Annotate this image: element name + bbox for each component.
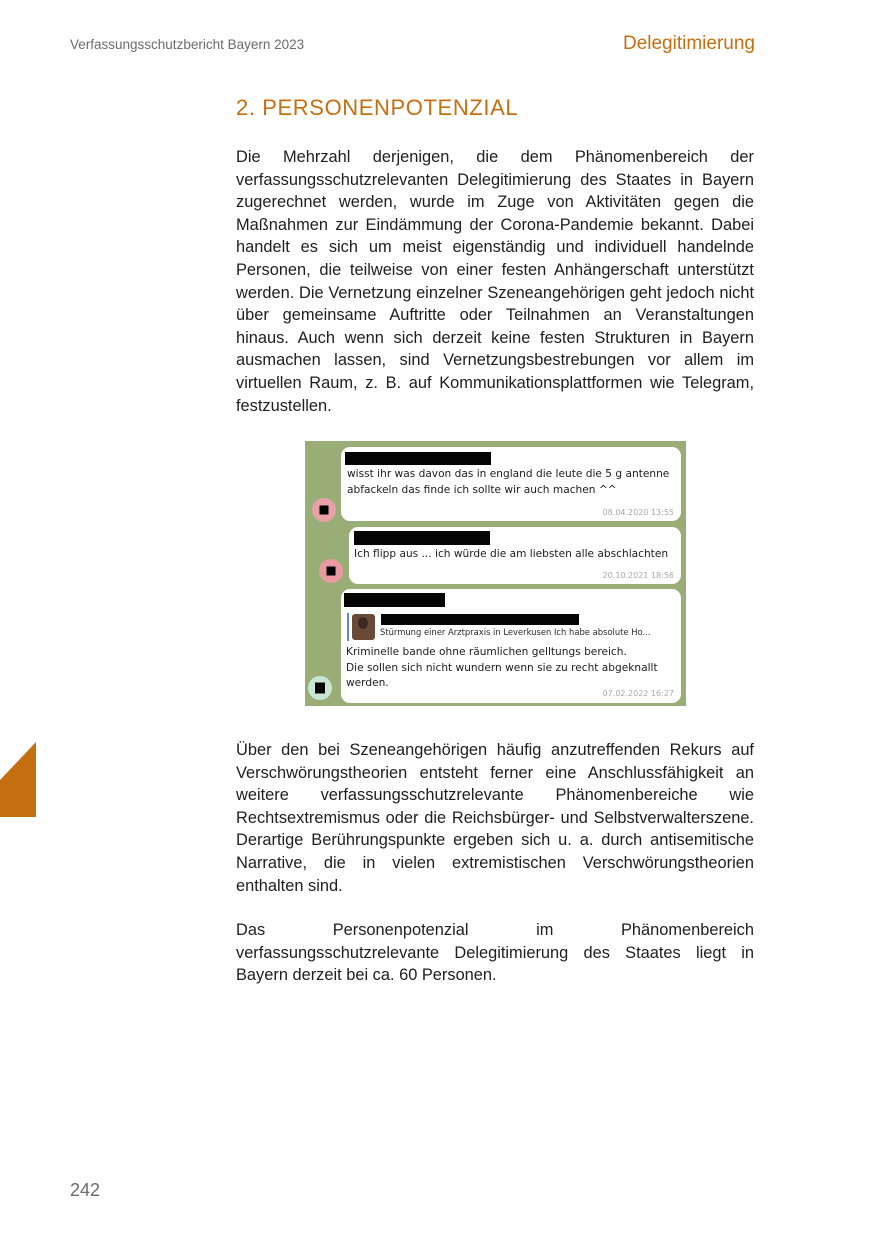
reply-quote-bar	[347, 613, 349, 641]
redacted-username	[344, 593, 445, 607]
page-number: 242	[70, 1180, 101, 1200]
chat-message	[349, 527, 681, 584]
chat-message	[341, 589, 681, 703]
redacted-quoted-author	[381, 614, 579, 625]
redacted-avatar-mark	[315, 683, 325, 694]
message-text: wisst ihr was davon das in england die leute die 5 g antenne abfackeln das finde ich sollte wir auch machen ^^	[347, 468, 670, 496]
redacted-username	[354, 531, 490, 545]
redacted-avatar-mark	[327, 567, 336, 576]
running-header-chapter: Delegitimierung	[622, 33, 755, 54]
reply-thumbnail	[352, 614, 375, 640]
paragraph-1: Die Mehrzahl derjenigen, die dem Phänomenbereich der verfassungsschutzrelevanten Delegitimierung des Staates in Bayern zugerechnet werden, wurde im Zuge von Aktivitäten gegen die Maßnahmen zur Eindämmung der Corona-Pandemie bekannt. Dabei handelt es sich um meist eigenständig und individuell handelnde Personen, die teilweise von einer festen Anhängerschaft unterstützt werden. Die Vernetzung einzelner Szeneangehörigen geht jedoch nicht über gemeinsame Auftritte oder Teilnahmen an Veranstaltungen hinaus. Auch wenn sich derzeit keine festen Strukturen in Bayern ausmachen lassen, sind Vernetzungsbestrebungen vor allem im virtuellen Raum, z. B. auf Kommunikationsplattformen wie Telegram, festzustellen.	[236, 148, 754, 415]
message-text: Kriminelle bande ohne räumlichen gelltungs bereich. Die sollen sich nicht wundern wenn sie zu recht abgeknallt werden.	[346, 646, 658, 689]
avatar	[312, 498, 336, 522]
message-timestamp: 07.02.2022 16:27	[602, 689, 674, 698]
avatar	[308, 676, 332, 700]
message-timestamp: 20.10.2021 18:56	[602, 571, 674, 580]
chapter-tab-marker	[0, 742, 36, 817]
paragraph-2: Über den bei Szeneangehörigen häufig anzutreffenden Rekurs auf Verschwörungstheorien entsteht ferner eine Anschlussfähigkeit an weitere verfassungsschutzrelevante Phänomenbereiche wie Rechtsextremismus oder die Reichsbürger- und Selbstverwalterszene. Derartige Berührungspunkte ergeben sich u. a. durch antisemitische Narrative, die in vielen extremistischen Verschwörungstheorien enthalten sind.	[236, 741, 754, 895]
section-title: 2. PERSONENPOTENZIAL	[236, 95, 519, 120]
message-timestamp: 08.04.2020 13:55	[602, 508, 674, 517]
avatar	[319, 559, 343, 583]
redacted-avatar-mark	[320, 506, 329, 515]
message-text: Ich flipp aus ... ich würde die am liebsten alle abschlachten	[354, 548, 669, 560]
redacted-username	[345, 452, 491, 465]
running-header-publication: Verfassungsschutzbericht Bayern 2023	[70, 37, 305, 52]
paragraph-3: Das Personenpotenzial im Phänomenbereich verfassungsschutzrelevante Delegitimierung des Staates liegt in Bayern derzeit bei ca. 60 Personen.	[236, 921, 754, 985]
telegram-chat-screenshot	[305, 441, 686, 706]
chat-message	[341, 447, 681, 521]
reply-quote-text: Stürmung einer Arztpraxis in Leverkusen Ich habe absolute Ho...	[380, 627, 651, 637]
